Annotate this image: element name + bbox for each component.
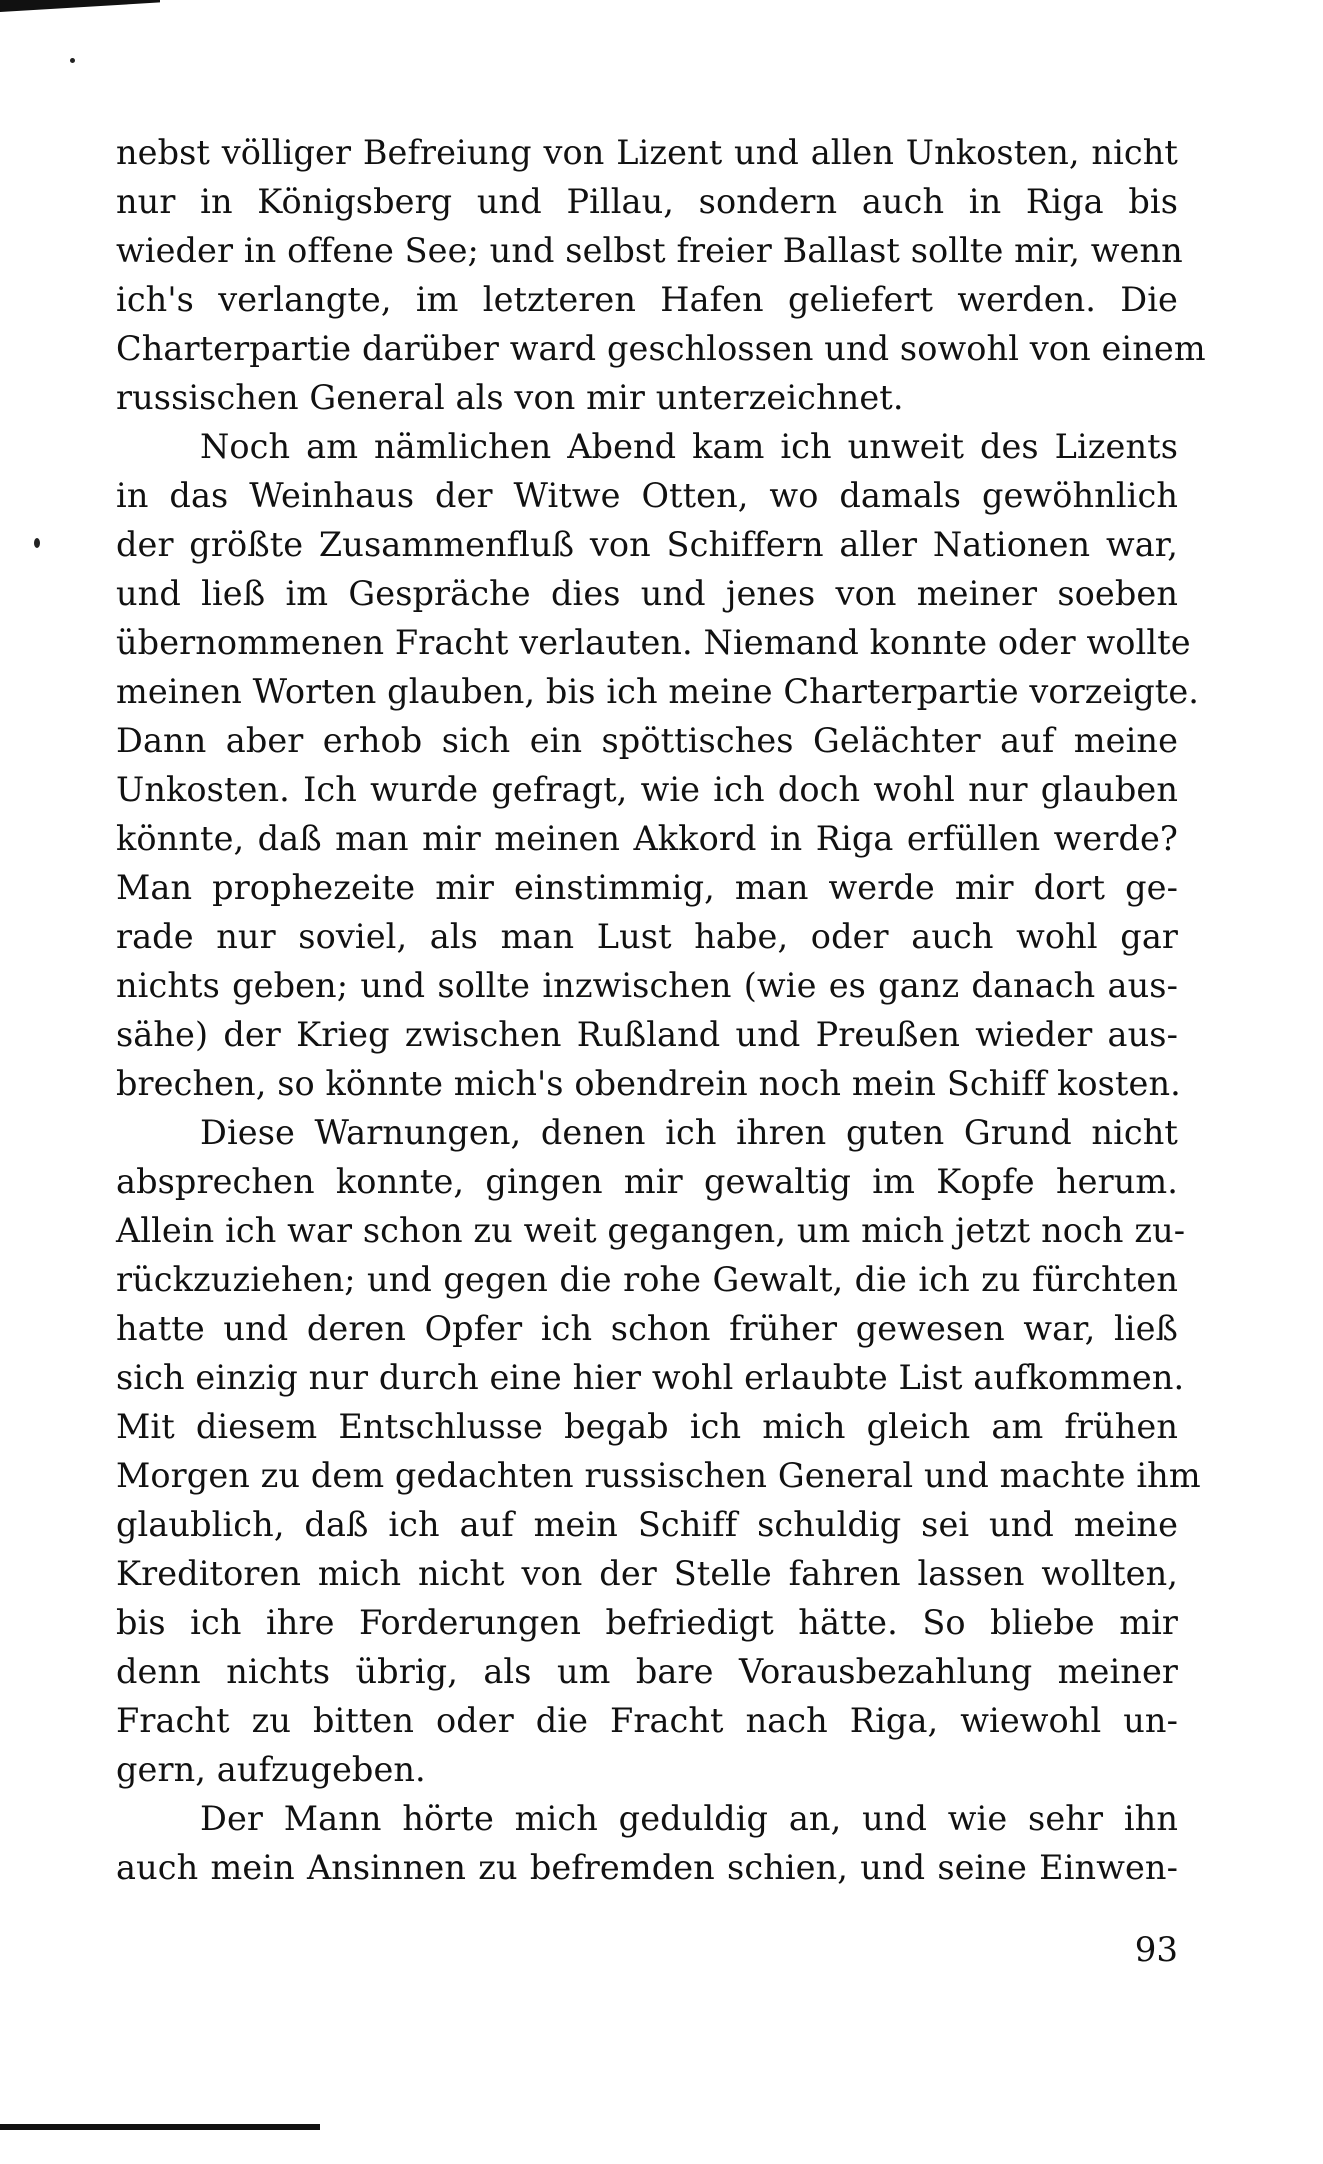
text-line: russischen General als von mir unterzeichnet. (116, 378, 904, 417)
text-line: Unkosten. Ich wurde gefragt, wie ich doch wohl nur glauben (116, 770, 1178, 809)
scan-speck (70, 58, 75, 63)
text-line: wieder in offene See; und selbst freier Ballast sollte mir, wenn (116, 231, 1183, 270)
text-line: ich's verlangte, im letzteren Hafen geliefert werden. Die (116, 280, 1178, 319)
text-line: sähe) der Krieg zwischen Rußland und Preußen wieder aus- (116, 1015, 1178, 1054)
text-line: brechen, so könnte mich's obendrein noch mein Schiff kosten. (116, 1064, 1181, 1103)
scan-corner-mark (0, 0, 160, 12)
text-line: Man prophezeite mir einstimmig, man werde mir dort ge- (116, 868, 1178, 907)
text-line: nur in Königsberg und Pillau, sondern auch in Riga bis (116, 182, 1178, 221)
text-line: Der Mann hörte mich geduldig an, und wie sehr ihn (200, 1799, 1178, 1838)
body-text (116, 128, 1206, 1892)
text-line: Morgen zu dem gedachten russischen General und machte ihm (116, 1456, 1201, 1495)
scan-speck (34, 538, 40, 548)
page-number: 93 (1134, 1930, 1178, 1970)
text-line: Fracht zu bitten oder die Fracht nach Riga, wiewohl un- (116, 1701, 1178, 1740)
text-line: Mit diesem Entschlusse begab ich mich gleich am frühen (116, 1407, 1178, 1446)
text-line: meinen Worten glauben, bis ich meine Charterpartie vorzeigte. (116, 672, 1200, 711)
text-line: Kreditoren mich nicht von der Stelle fahren lassen wollten, (116, 1554, 1178, 1593)
text-line: nichts geben; und sollte inzwischen (wie es ganz danach aus- (116, 966, 1178, 1005)
text-line: Noch am nämlichen Abend kam ich unweit des Lizents (200, 427, 1178, 466)
text-line: Allein ich war schon zu weit gegangen, um mich jetzt noch zu- (116, 1211, 1186, 1250)
text-line: hatte und deren Opfer ich schon früher gewesen war, ließ (116, 1309, 1178, 1348)
text-line: Diese Warnungen, denen ich ihren guten Grund nicht (200, 1113, 1178, 1152)
text-line: rade nur soviel, als man Lust habe, oder auch wohl gar (116, 917, 1178, 956)
scan-bottom-rule (0, 2124, 320, 2130)
text-line: gern, aufzugeben. (116, 1750, 426, 1789)
text-line: absprechen konnte, gingen mir gewaltig im Kopfe herum. (116, 1162, 1178, 1201)
text-line: bis ich ihre Forderungen befriedigt hätte. So bliebe mir (116, 1603, 1178, 1642)
text-line: und ließ im Gespräche dies und jenes von meiner soeben (116, 574, 1178, 613)
text-line: denn nichts übrig, als um bare Vorausbezahlung meiner (116, 1652, 1178, 1691)
text-line: rückzuziehen; und gegen die rohe Gewalt, die ich zu fürchten (116, 1260, 1178, 1299)
text-line: auch mein Ansinnen zu befremden schien, und seine Einwen- (116, 1848, 1178, 1887)
text-line: übernommenen Fracht verlauten. Niemand konnte oder wollte (116, 623, 1191, 662)
text-line: Charterpartie darüber ward geschlossen und sowohl von einem (116, 329, 1206, 368)
text-line: sich einzig nur durch eine hier wohl erlaubte List aufkommen. (116, 1358, 1185, 1397)
text-line: könnte, daß man mir meinen Akkord in Riga erfüllen werde? (116, 819, 1178, 858)
text-line: in das Weinhaus der Witwe Otten, wo damals gewöhnlich (116, 476, 1178, 515)
text-line: nebst völliger Befreiung von Lizent und allen Unkosten, nicht (116, 133, 1178, 172)
text-line: glaublich, daß ich auf mein Schiff schuldig sei und meine (116, 1505, 1178, 1544)
text-line: der größte Zusammenfluß von Schiffern aller Nationen war, (116, 525, 1178, 564)
text-line: Dann aber erhob sich ein spöttisches Gelächter auf meine (116, 721, 1178, 760)
